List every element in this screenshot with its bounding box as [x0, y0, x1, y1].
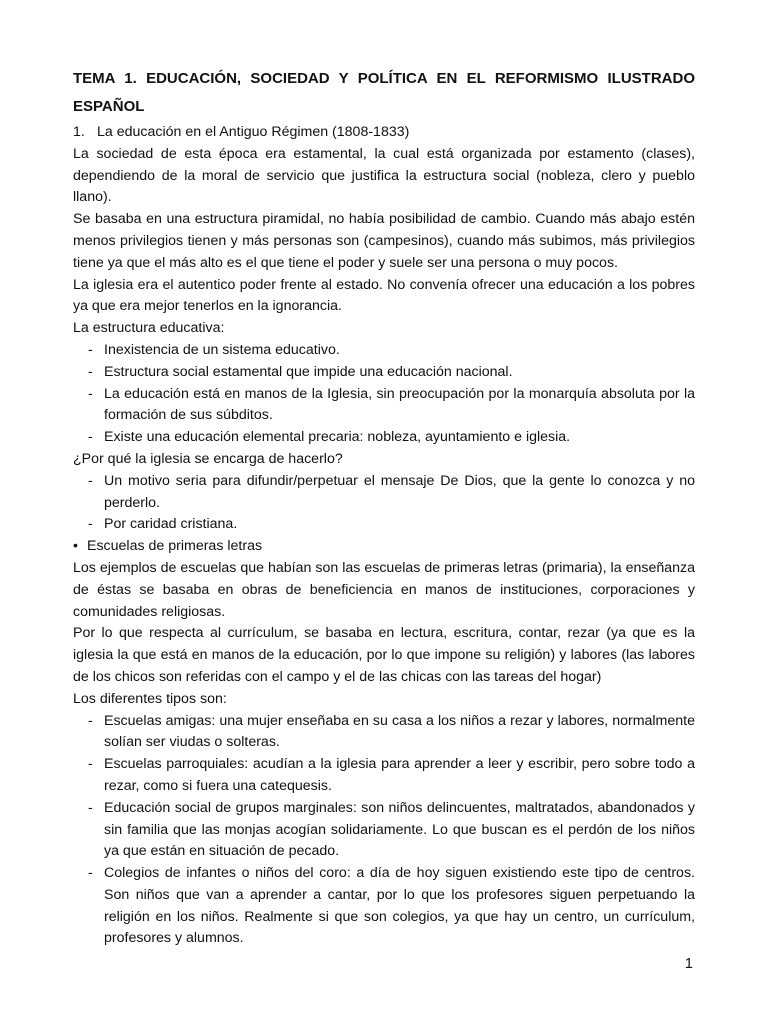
list-item: - Escuelas amigas: una mujer enseñaba en su casa a los niños a rezar y labores, normalmente solían ser viudas o solteras. [104, 711, 695, 755]
question-list [73, 471, 695, 536]
list-item: - Inexistencia de un sistema educativo. [104, 340, 695, 362]
subsection-title: Escuelas de primeras letras [87, 538, 263, 555]
question-text: ¿Por qué la iglesia se encarga de hacerlo? [73, 450, 343, 467]
paragraph: Los ejemplos de escuelas que habían son las escuelas de primeras letras (primaria), la enseñanza de éstas se basaba en obras de beneficiencia en manos de instituciones, corporaciones y comunidades religiosas. [73, 559, 695, 620]
list-item: - Escuelas parroquiales: acudían a la iglesia para aprender a leer y escribir, pero sobre todo a rezar, como si fuera una catequesis. [104, 754, 695, 798]
section-heading [73, 122, 695, 144]
estructura-list [73, 340, 695, 449]
paragraph: La estructura educativa: [73, 320, 225, 337]
tipos-list [73, 711, 695, 951]
bullet-icon: • [73, 538, 78, 555]
list-item: - Educación social de grupos marginales: son niños delincuentes, maltratados, abandonados y sin familia que las monjas acogían solidariamente. Lo que buscan es el perdón de los niños ya que están en situación de pecado. [104, 798, 695, 863]
paragraph: Los diferentes tipos son: [73, 690, 227, 707]
list-item: - Estructura social estamental que impide una educación nacional. [104, 362, 695, 384]
document-title [73, 65, 695, 121]
section-number: 1. [73, 124, 85, 140]
list-item: - Existe una educación elemental precaria: nobleza, ayuntamiento e iglesia. [104, 427, 695, 449]
list-item: - Por caridad cristiana. [104, 514, 695, 536]
list-item: - La educación está en manos de la Iglesia, sin preocupación por la monarquía absoluta por la formación de sus súbditos. [104, 384, 695, 428]
list-item: - Colegios de infantes o niños del coro: a día de hoy siguen existiendo este tipo de centros. Son niños que van a aprender a cantar, por lo que los profesores siguen perpetuando la religión en los niños. Realmente si que son colegios, ya que hay un centro, un currículum, profesores y alumnos. [104, 863, 695, 950]
paragraph: La sociedad de esta época era estamental, la cual está organizada por estamento (clases), dependiendo de la moral de servicio que justifica la estructura social (nobleza, clero y pueblo llano). [73, 145, 695, 206]
subsection-heading [73, 536, 695, 558]
paragraph: Se basaba en una estructura piramidal, no había posibilidad de cambio. Cuando más abajo estén menos privilegios tienen y más personas son (campesinos), cuando más subimos, más privilegios tiene ya que el más alto es el que tiene el poder y suele ser una persona o muy pocos. [73, 211, 695, 271]
section-title: La educación en el Antiguo Régimen (1808-1833) [97, 124, 410, 140]
page-number: 1 [684, 956, 693, 972]
title-line-2: ESPAÑOL [73, 98, 145, 115]
paragraph: La iglesia era el autentico poder frente al estado. No convenía ofrecer una educación a los pobres ya que era mejor tenerlos en la ignorancia. [73, 276, 695, 315]
title-line-1: TEMA 1. EDUCACIÓN, SOCIEDAD Y POLÍTICA EN EL REFORMISMO ILUSTRADO [73, 70, 695, 87]
paragraph: Por lo que respecta al currículum, se basaba en lectura, escritura, contar, rezar (ya que es la iglesia la que está en manos de la educación, por lo que impone su religión) y labores (las labores de los chicos son referidas con el campo y el de las chicas con las tareas del hogar) [73, 625, 695, 685]
list-item: - Un motivo seria para difundir/perpetuar el mensaje De Dios, que la gente lo conozca y no perderlo. [104, 471, 695, 515]
